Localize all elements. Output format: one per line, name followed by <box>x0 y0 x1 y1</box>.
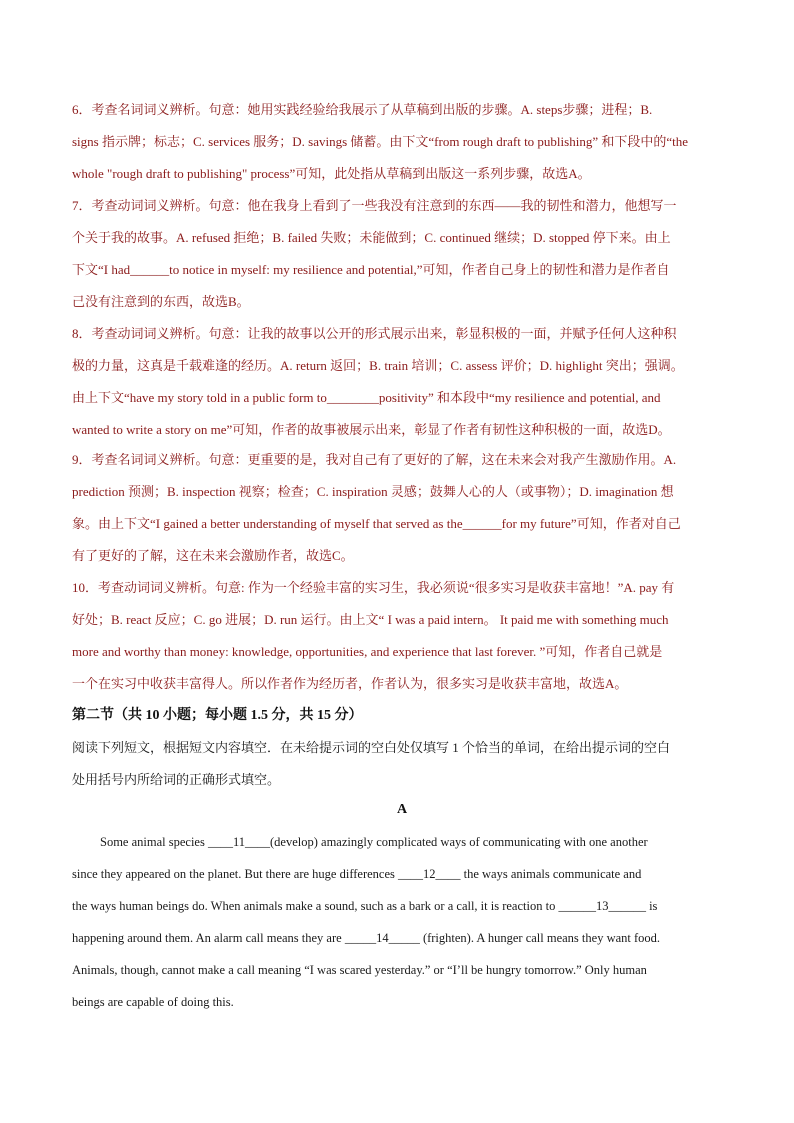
section-two <box>72 700 732 796</box>
text-line: 有了更好的了解，这在未来会激励作者，故选C。 <box>72 548 354 563</box>
text-line: prediction 预测；B. inspection 视察；检查；C. inspiration 灵感；鼓舞人心的人（或事物）；D. imagination 想 <box>72 484 674 499</box>
instructions-line: 阅读下列短文，根据短文内容填空．在未给提示词的空白处仅填写 1 个恰当的单词，在给出提示词的空白 <box>72 740 671 755</box>
text-line: more and worthy than money: knowledge, opportunities, and experience that last forever. ”可知，作者自己就是 <box>72 644 663 659</box>
answer-explanation-6 <box>72 94 732 190</box>
passage-line: the ways human beings do. When animals make a sound, such as a bark or a call, it is reaction to ______13______ is <box>72 899 658 913</box>
answer-explanation-8 <box>72 318 732 446</box>
text-line: 好处；B. react 反应；C. go 进展；D. run 运行。由上文“ I was a paid intern。 It paid me with something much <box>72 612 669 627</box>
text-line: signs 指示牌；标志；C. services 服务；D. savings 储蓄。由下文“from rough draft to publishing” 和下段中的“the <box>72 134 688 149</box>
text-line: 象。由上下文“I gained a better understanding of myself that served as the______for my future”可知，作者对自己 <box>72 516 681 531</box>
section-heading: 第二节（共 10 小题；每小题 1.5 分，共 15 分） <box>72 708 363 723</box>
text-line: wanted to write a story on me”可知，作者的故事被展示出来，彰显了作者有韧性这种积极的一面，故选D。 <box>72 422 671 437</box>
text-line: 一个在实习中收获丰富得人。所以作者作为经历者，作者认为，很多实习是收获丰富地，故选A。 <box>72 676 628 691</box>
text-line: 下文“I had______to notice in myself: my resilience and potential,”可知，作者自己身上的韧性和潜力是作者自 <box>72 262 670 277</box>
answer-explanation-7 <box>72 190 732 318</box>
text-line: 10．考查动词词义辨析。句意: 作为一个经验丰富的实习生，我必须说“很多实习是收获丰富地！”A. pay 有 <box>72 580 675 595</box>
passage-line: Animals, though, cannot make a call meaning “I was scared yesterday.” or “I’ll be hungry tomorrow.” Only human <box>72 963 647 977</box>
text-line: 7．考查动词词义辨析。句意：他在我身上看到了一些我没有注意到的东西——我的韧性和潜力，他想写一 <box>72 198 677 213</box>
text-line: 个关于我的故事。A. refused 拒绝；B. failed 失败；未能做到；C. continued 继续；D. stopped 停下来。由上 <box>72 230 671 245</box>
text-line: 己没有注意到的东西，故选B。 <box>72 294 250 309</box>
passage-label <box>72 794 732 826</box>
answer-explanation-9 <box>72 444 732 572</box>
instructions-line: 处用括号内所给词的正确形式填空。 <box>72 772 281 787</box>
text-line: 8．考查动词词义辨析。句意：让我的故事以公开的形式展示出来，彰显积极的一面，并赋予任何人这种积 <box>72 326 677 341</box>
text-line: whole "rough draft to publishing" process”可知，此处指从草稿到出版这一系列步骤，故选A。 <box>72 166 591 181</box>
passage-line: since they appeared on the planet. But there are huge differences ____12____ the ways animals communicate and <box>72 867 642 881</box>
passage-title: A <box>396 802 408 817</box>
text-line: 由上下文“have my story told in a public form to________positivity” 和本段中“my resilience and potential, and <box>72 390 661 405</box>
passage-line: happening around them. An alarm call means they are _____14_____ (frighten). A hunger call means they want food. <box>72 931 661 945</box>
answer-explanation-10 <box>72 572 732 700</box>
text-line: 6．考查名词词义辨析。句意：她用实践经验给我展示了从草稿到出版的步骤。A. steps步骤；进程；B. <box>72 102 653 117</box>
text-line: 极的力量，这真是千载难逢的经历。A. return 返回；B. train 培训；C. assess 评价；D. highlight 突出；强调。 <box>72 358 684 373</box>
passage-line: beings are capable of doing this. <box>72 995 234 1009</box>
passage-a <box>72 826 732 1018</box>
passage-line: Some animal species ____11____(develop) amazingly complicated ways of communicating with one another <box>100 835 648 849</box>
text-line: 9．考查名词词义辨析。句意：更重要的是，我对自己有了更好的了解，这在未来会对我产生激励作用。A. <box>72 452 677 467</box>
